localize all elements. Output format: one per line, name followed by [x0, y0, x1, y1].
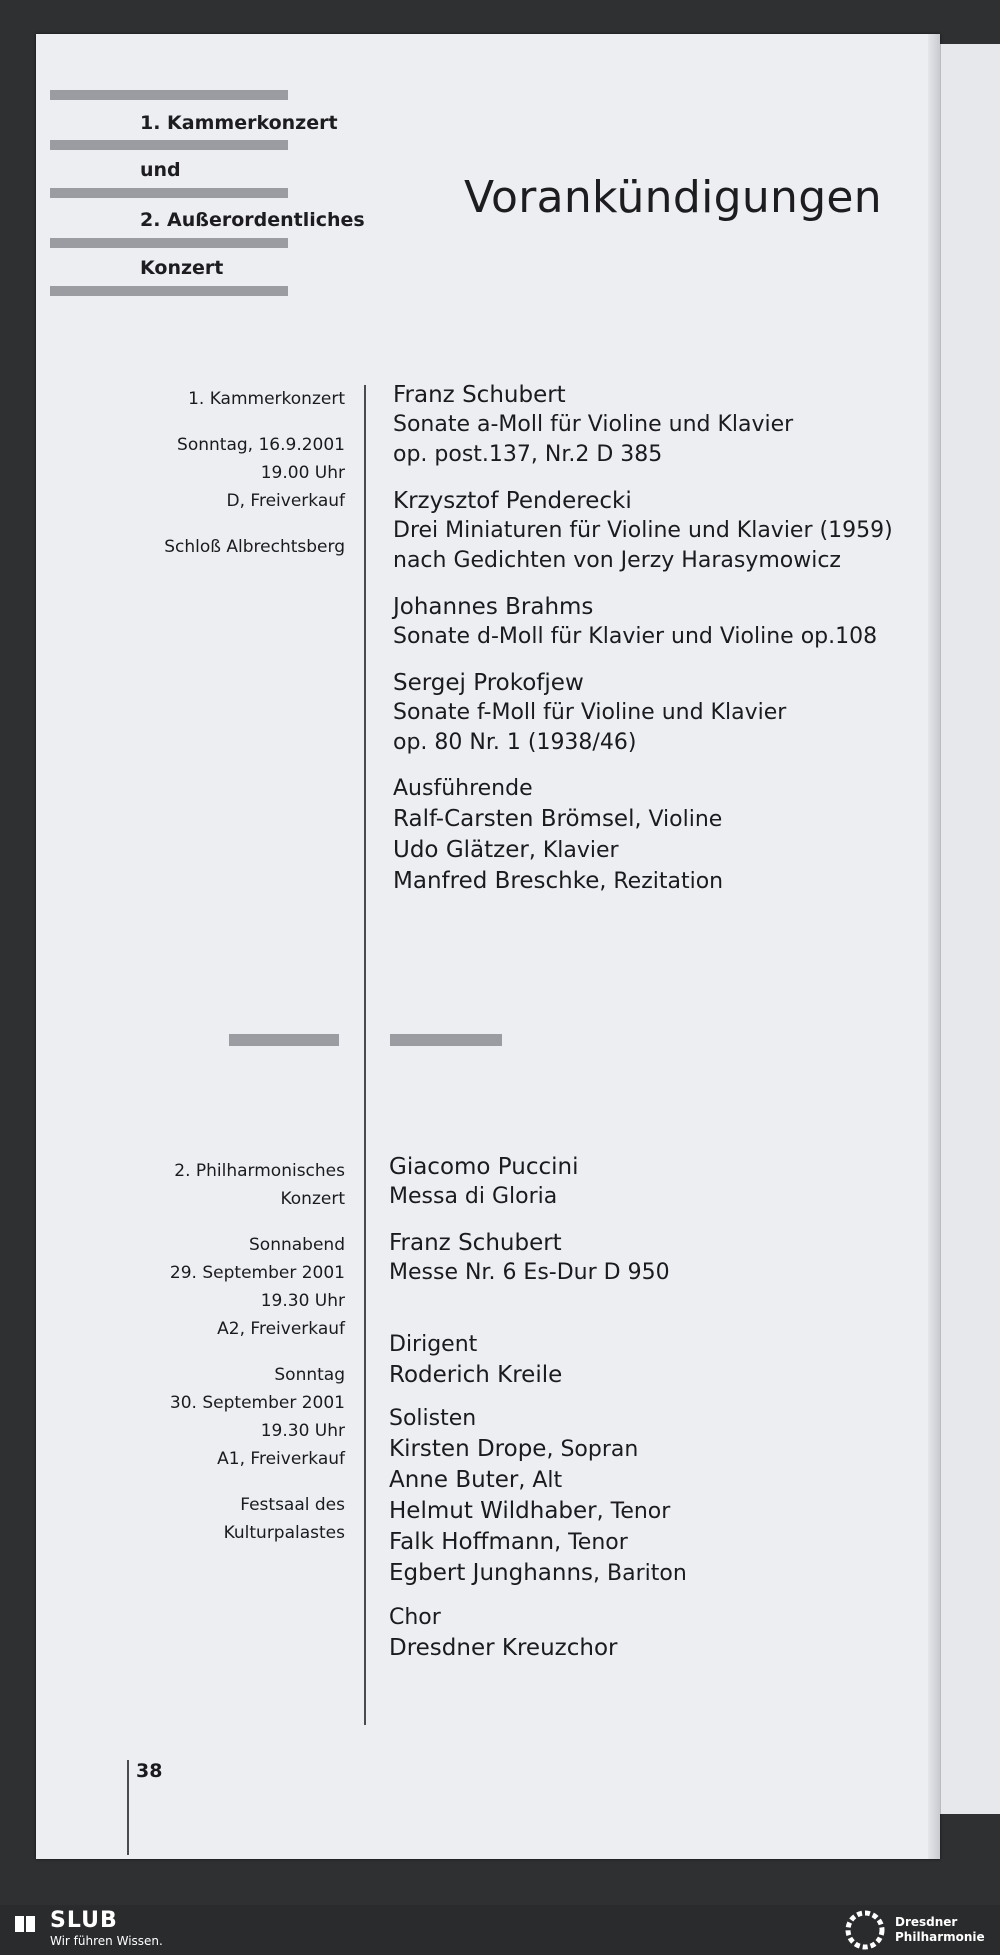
header-bar-5 [50, 286, 288, 296]
soloist-role: , Alt [518, 1468, 563, 1493]
choir-name: Dresdner Kreuzchor [389, 1635, 618, 1661]
header-bar-2 [50, 140, 288, 150]
composer-name: Franz Schubert [389, 1230, 562, 1256]
performer-name: Udo Glätzer [393, 837, 529, 863]
footer-bar [0, 1905, 1000, 1955]
soloist-role: , Tenor [554, 1530, 628, 1555]
work-line: Messa di Gloria [389, 1184, 558, 1209]
work-item [393, 486, 913, 576]
facing-page-edge [940, 44, 1000, 1814]
concert1-venue: Schloß Albrechtsberg [164, 537, 345, 557]
philharmonie-name [895, 1915, 985, 1945]
performer-role: , Violine [634, 807, 723, 832]
performer-entry [393, 835, 913, 866]
work-line: op. post.137, Nr.2 D 385 [393, 442, 663, 467]
header-line-4: Konzert [140, 257, 224, 279]
concert1-program [393, 380, 913, 897]
work-item [389, 1228, 909, 1288]
concert2-venue: Festsaal des [240, 1495, 345, 1515]
concert1-name: 1. Kammerkonzert [188, 389, 345, 409]
column-divider [364, 385, 366, 1725]
soloist-entry [389, 1434, 909, 1465]
performer-entry [393, 804, 913, 835]
concert2-sale: A1, Freiverkauf [217, 1449, 345, 1469]
performer-name: Manfred Breschke [393, 868, 600, 894]
work-item [393, 668, 913, 758]
philharmonie-line-1: Dresdner [895, 1915, 958, 1929]
philharmonie-line-2: Philharmonie [895, 1930, 985, 1944]
slub-tagline: Wir führen Wissen. [50, 1934, 163, 1948]
concert2-time: 19.30 Uhr [260, 1421, 345, 1441]
header-bar-1 [50, 90, 288, 100]
soloist-name: Anne Buter [389, 1467, 519, 1493]
work-line: Sonate f-Moll für Violine und Klavier [393, 700, 787, 725]
soloist-name: Kirsten Drope [389, 1436, 547, 1462]
concert1-date: Sonntag, 16.9.2001 [177, 435, 345, 455]
concert2-name: 2. Philharmonisches [174, 1161, 345, 1181]
philharmonie-logo-icon [843, 1910, 887, 1950]
work-line: op. 80 Nr. 1 (1938/46) [393, 730, 637, 755]
concert2-date: 30. September 2001 [169, 1393, 345, 1413]
header-bar-3 [50, 188, 288, 198]
soloist-role: , Sopran [546, 1437, 639, 1462]
performer-name: Ralf-Carsten Brömsel [393, 806, 635, 832]
book-icon [14, 1913, 36, 1935]
work-line: Messe Nr. 6 Es-Dur D 950 [389, 1260, 670, 1285]
page-edge-shadow [928, 34, 940, 1859]
page-number: 38 [136, 1760, 163, 1782]
soloist-role: , Bariton [593, 1561, 687, 1586]
page-title: Vorankündigungen [464, 172, 882, 223]
soloist-name: Falk Hoffmann [389, 1529, 555, 1555]
concert2-name: Konzert [280, 1189, 345, 1209]
work-item [393, 380, 913, 470]
concert2-program [389, 1152, 909, 1663]
concert2-date: 29. September 2001 [169, 1263, 345, 1283]
concert1-time: 19.00 Uhr [260, 463, 345, 483]
concert2-info [120, 1157, 345, 1547]
header-line-1: 1. Kammerkonzert [140, 112, 338, 134]
page-number-rule [127, 1760, 129, 1855]
soloist-name: Egbert Junghanns [389, 1560, 594, 1586]
work-line: Drei Miniaturen für Violine und Klavier (1959) [393, 518, 893, 543]
header-bar-4 [50, 238, 288, 248]
work-line: Sonate d-Moll für Klavier und Violine op.108 [393, 624, 878, 649]
concert2-sale: A2, Freiverkauf [217, 1319, 345, 1339]
concert2-venue: Kulturpalastes [223, 1523, 345, 1543]
work-line: nach Gedichten von Jerzy Harasymowicz [393, 548, 841, 573]
work-line: Sonate a-Moll für Violine und Klavier [393, 412, 794, 437]
choir-label: Chor [389, 1605, 441, 1630]
soloist-entry [389, 1527, 909, 1558]
performer-role: , Klavier [528, 838, 619, 863]
conductor-name: Roderich Kreile [389, 1362, 563, 1388]
performers-label: Ausführende [393, 776, 533, 801]
composer-name: Johannes Brahms [393, 594, 594, 620]
composer-name: Franz Schubert [393, 382, 566, 408]
concert1-sale: D, Freiverkauf [226, 491, 345, 511]
performer-entry [393, 866, 913, 897]
concert2-day: Sonnabend [249, 1235, 345, 1255]
work-item [389, 1152, 909, 1212]
header-line-2: und [140, 159, 181, 181]
concert2-time: 19.30 Uhr [260, 1291, 345, 1311]
concert2-day: Sonntag [274, 1365, 345, 1385]
section-separator-left [229, 1034, 339, 1046]
header-line-3: 2. Außerordentliches [140, 209, 365, 231]
soloists-label: Solisten [389, 1406, 477, 1431]
soloist-name: Helmut Wildhaber [389, 1498, 597, 1524]
section-separator-right [390, 1034, 502, 1046]
soloist-role: , Tenor [596, 1499, 671, 1524]
composer-name: Giacomo Puccini [389, 1154, 579, 1180]
slub-logo-text: SLUB [50, 1908, 118, 1933]
composer-name: Krzysztof Penderecki [393, 488, 632, 514]
soloist-entry [389, 1496, 909, 1527]
concert1-info [120, 385, 345, 561]
composer-name: Sergej Prokofjew [393, 670, 584, 696]
soloist-entry [389, 1465, 909, 1496]
work-item [393, 592, 913, 652]
conductor-label: Dirigent [389, 1332, 478, 1357]
soloist-entry [389, 1558, 909, 1589]
performer-role: , Rezitation [599, 869, 724, 894]
